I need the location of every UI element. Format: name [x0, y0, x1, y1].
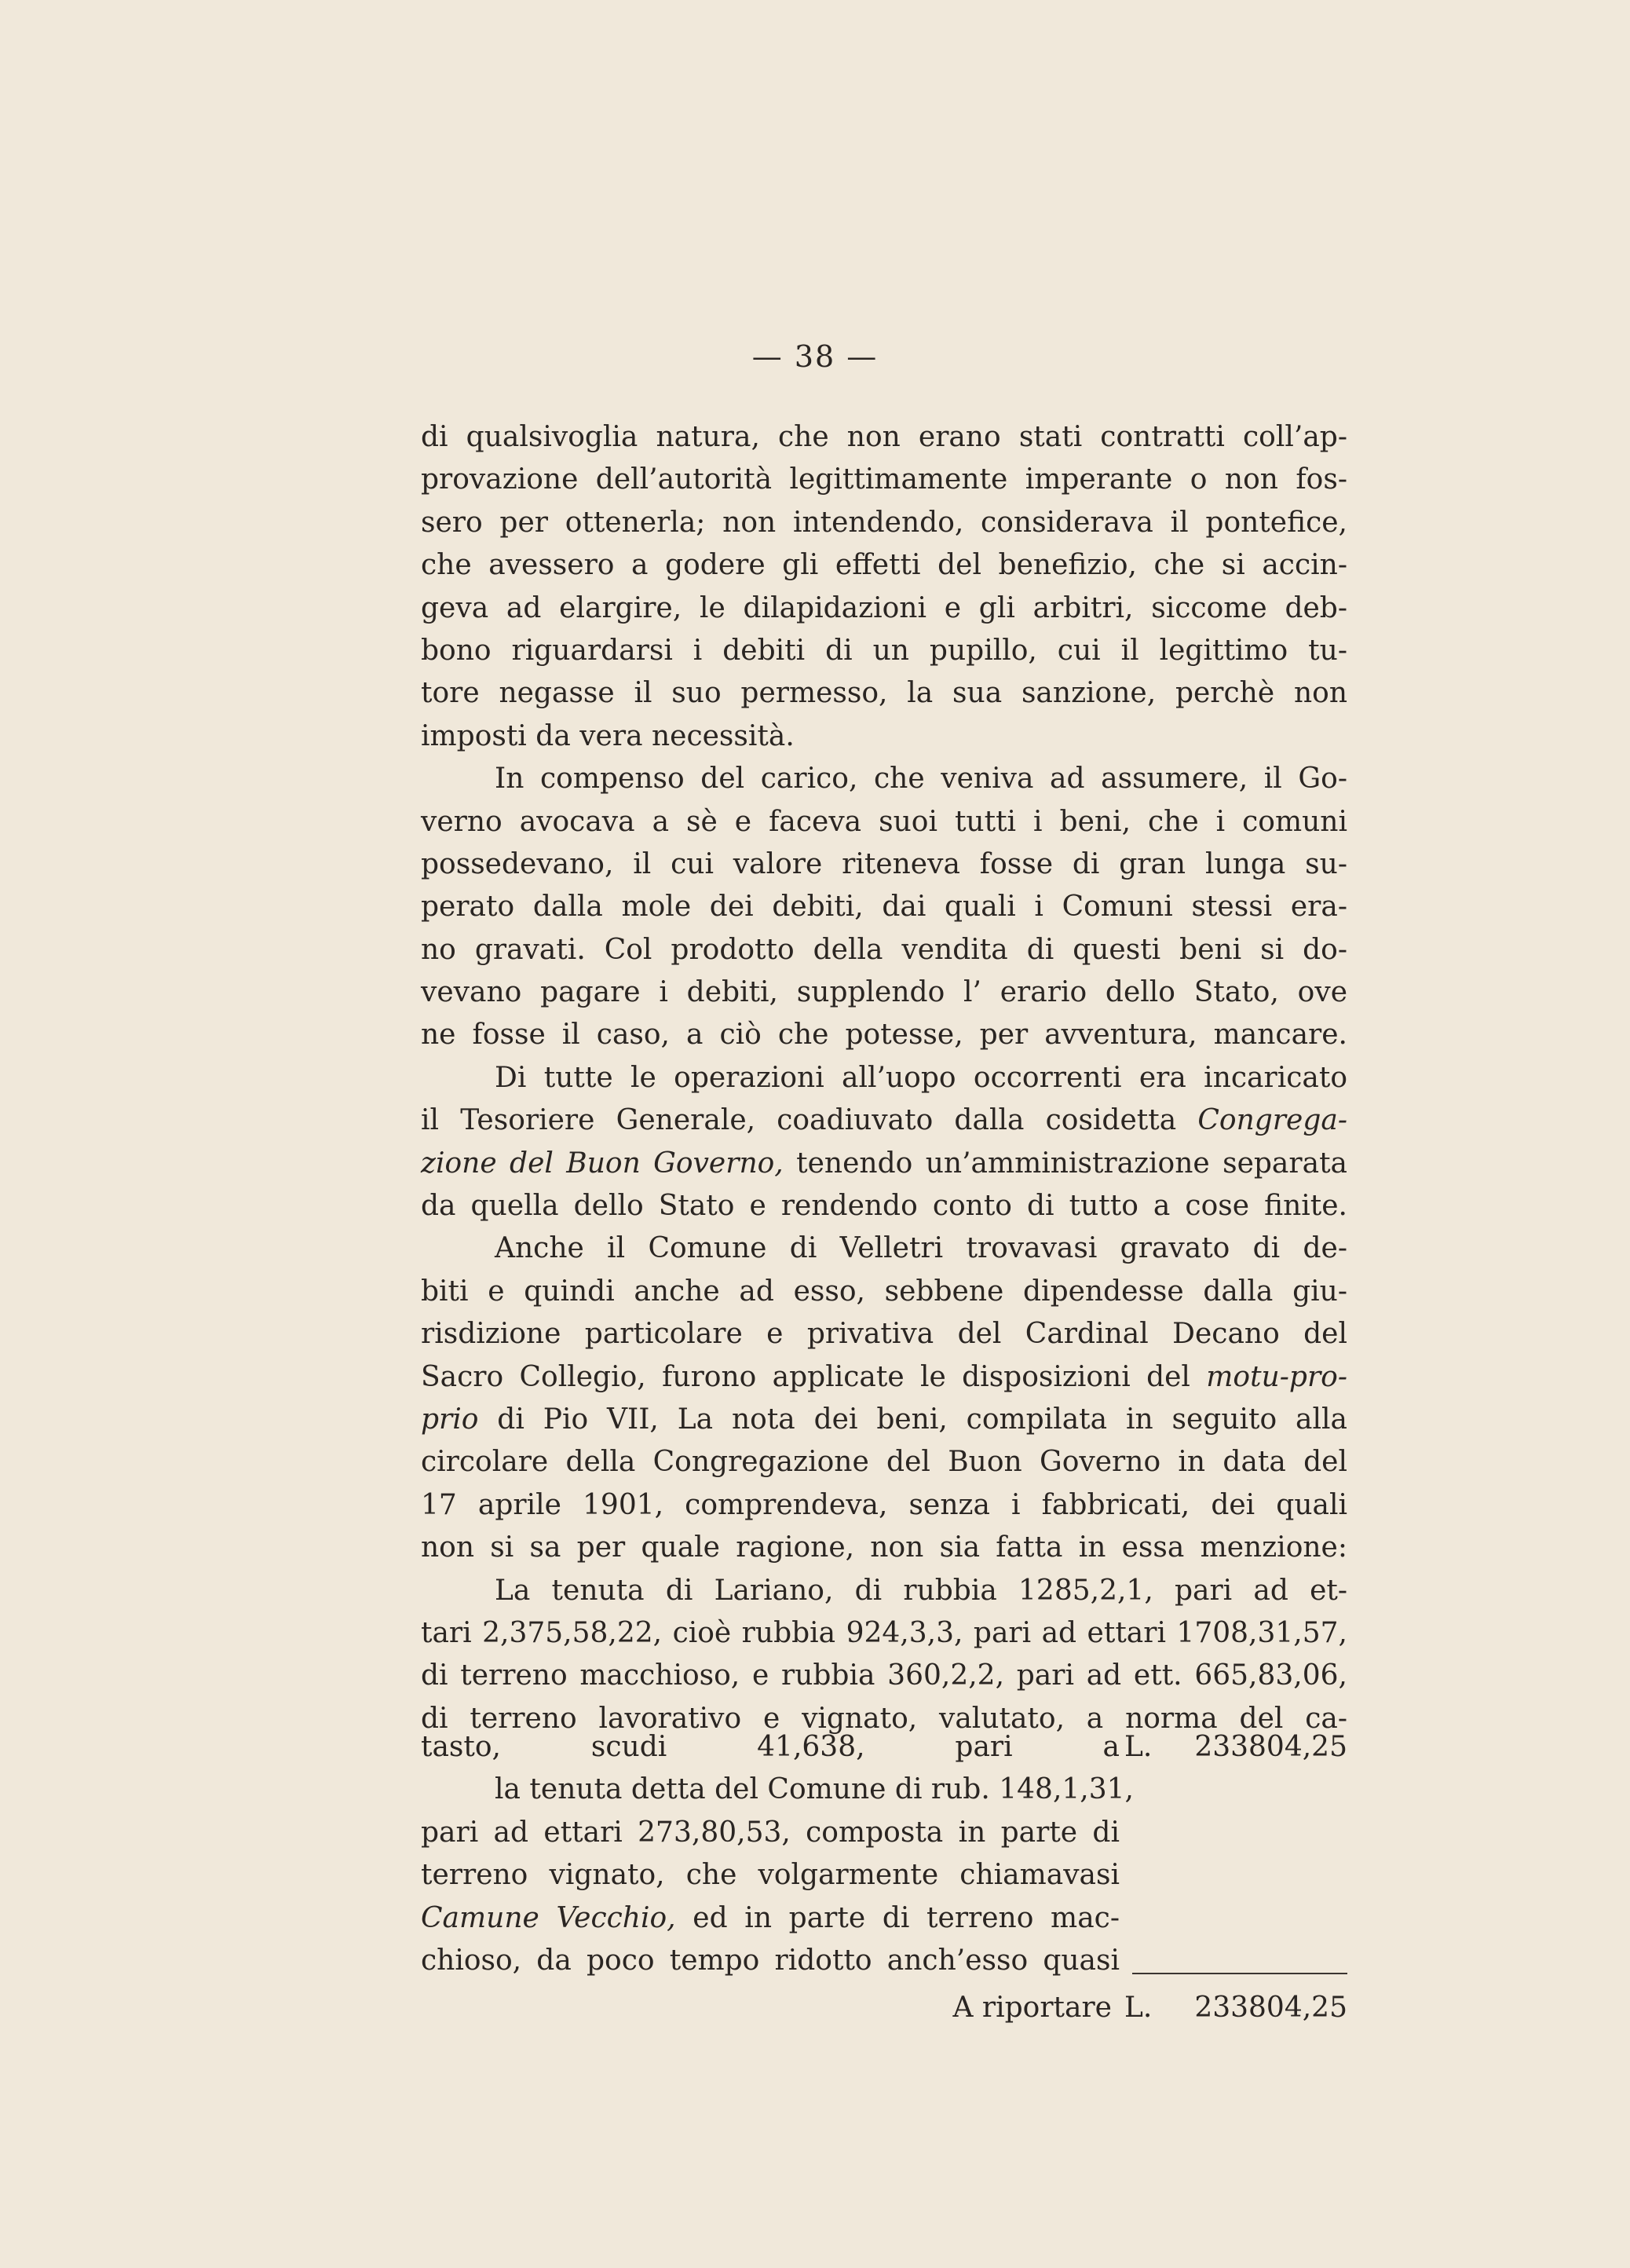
ledger-row [421, 1812, 1347, 1854]
ledger-row [421, 1769, 1347, 1811]
text-line: imposti da vera necessità. [421, 719, 795, 752]
sum-rule [1132, 1973, 1347, 1974]
text-line: In compenso del carico, che veniva ad assumere, il Go- [495, 763, 1347, 796]
text-line: vevano pagare i debiti, supplendo l’ erario dello Stato, ove [421, 976, 1347, 1009]
text-line [421, 1399, 1347, 1441]
ledger-row [421, 1897, 1347, 1940]
text-line: provazione dell’autorità legittimamente imperante o non fos- [421, 463, 1347, 496]
ledger-row [421, 1940, 1347, 1982]
text-line: geva ad elargire, le dilapidazioni e gli arbitri, siccome deb- [421, 591, 1347, 624]
text-line [421, 1143, 1347, 1185]
page-number: — 38 — [751, 339, 879, 374]
carry-forward-amount: 233804,25 [1194, 1992, 1347, 2024]
text-line: risdizione particolare e privativa del Cardinal Decano del [421, 1318, 1347, 1351]
text-run: Sacro Collegio, furono applicate le disposizioni del [421, 1360, 1207, 1393]
text-line: perato dalla mole dei debiti, dai quali i Comuni stessi era- [421, 891, 1347, 924]
carry-forward-currency: L. [1124, 1992, 1153, 2024]
ledger-text: tasto, scudi 41,638, pari a [421, 1731, 1120, 1763]
text-line: circolare della Congregazione del Buon Governo in data del [421, 1446, 1347, 1479]
text-line: La tenuta di Lariano, di rubbia 1285,2,1, pari ad et- [495, 1574, 1347, 1607]
text-line: di terreno macchioso, e rubbia 360,2,2, pari ad ett. 665,83,06, [421, 1659, 1347, 1692]
ledger-text: chioso, da poco tempo ridotto anch’esso quasi [421, 1944, 1120, 1977]
ledger-text: terreno vignato, che volgarmente chiamavasi [421, 1859, 1120, 1892]
text-line: che avessero a godere gli effetti del benefizio, che si accin- [421, 549, 1347, 582]
text-line: ne fosse il caso, a ciò che potesse, per avventura, mancare. [421, 1019, 1347, 1052]
text-run: ed in parte di terreno mac- [675, 1901, 1120, 1934]
ledger-row [421, 1726, 1347, 1769]
text-line [421, 1356, 1347, 1399]
text-line: di qualsivoglia natura, che non erano stati contratti coll’ap- [421, 421, 1347, 453]
text-line: Di tutte le operazioni all’uopo occorrenti era incaricato [495, 1061, 1347, 1094]
italic-text: Congrega- [1197, 1104, 1347, 1137]
italic-text: zione del Buon Governo, [421, 1147, 784, 1180]
italic-text: motu-pro- [1206, 1360, 1347, 1393]
text-line: non si sa per quale ragione, non sia fatta in essa menzione: [421, 1531, 1347, 1564]
ledger-amount: 233804,25 [1194, 1731, 1347, 1763]
text-run: di Pio VII, La nota dei beni, compilata in seguito alla [478, 1403, 1347, 1436]
ledger-row [421, 1854, 1347, 1897]
text-line: di terreno lavorativo e vignato, valutato, a norma del ca- [421, 1702, 1347, 1735]
text-run: il Tesoriere Generale, coadiuvato dalla cosidetta [421, 1104, 1198, 1137]
ledger-currency: L. [1124, 1731, 1153, 1763]
body-text [421, 416, 1347, 1740]
text-line [421, 1099, 1347, 1142]
ledger-entries [421, 1726, 1347, 1982]
text-line: verno avocava a sè e faceva suoi tutti i beni, che i comuni [421, 805, 1347, 838]
text-line: tari 2,375,58,22, cioè rubbia 924,3,3, pari ad ettari 1708,31,57, [421, 1616, 1347, 1649]
text-line: bono riguardarsi i debiti di un pupillo, cui il legittimo tu- [421, 634, 1347, 667]
text-line: 17 aprile 1901, comprendeva, senza i fabbricati, dei quali [421, 1488, 1347, 1521]
text-line: da quella dello Stato e rendendo conto di tutto a cose finite. [421, 1190, 1347, 1223]
text-line: tore negasse il suo permesso, la sua sanzione, perchè non [421, 677, 1347, 710]
ledger-text: pari ad ettari 273,80,53, composta in parte di [421, 1816, 1120, 1849]
italic-text: Camune Vecchio, [421, 1901, 676, 1934]
carry-forward-label: A riportare [952, 1992, 1112, 2024]
text-line: possedevano, il cui valore riteneva fosse di gran lunga su- [421, 847, 1347, 880]
text-line: sero per ottenerla; non intendendo, considerava il pontefice, [421, 506, 1347, 539]
italic-text: prio [421, 1403, 479, 1436]
text-line: no gravati. Col prodotto della vendita di questi beni si do- [421, 933, 1347, 966]
ledger-text: la tenuta detta del Comune di rub. 148,1,31, [495, 1773, 1134, 1806]
carried-forward-total [421, 1987, 1347, 2029]
text-line: biti e quindi anche ad esso, sebbene dipendesse dalla giu- [421, 1275, 1347, 1308]
text-line: Anche il Comune di Velletri trovavasi gravato di de- [495, 1232, 1347, 1265]
ledger-text [421, 1897, 1120, 1940]
text-run: tenendo un’amministrazione separata [783, 1147, 1347, 1180]
